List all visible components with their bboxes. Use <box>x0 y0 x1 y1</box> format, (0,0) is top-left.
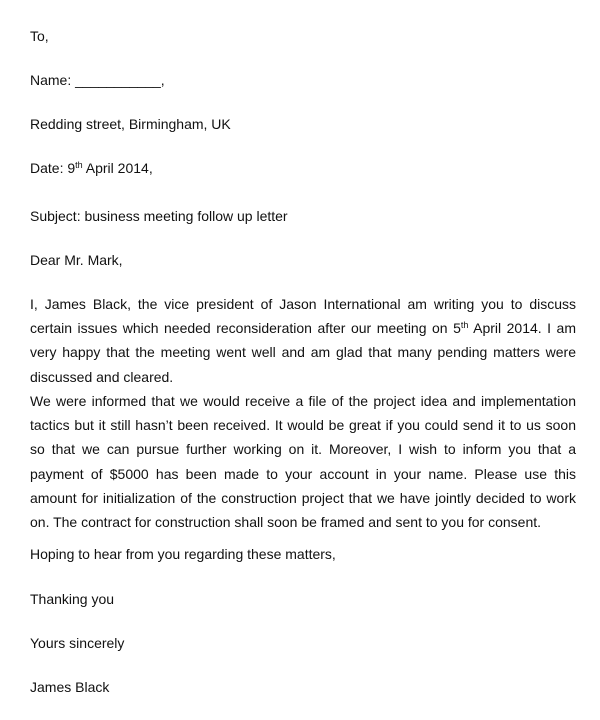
recipient-name-line <box>30 72 165 88</box>
paragraph-1-text-a: I, James Black, the vice president of Jason International am writing you to discuss certain issues which needed reconsideration after our meeting on 5 <box>30 296 576 337</box>
subject-line: Subject: business meeting follow up letter <box>30 208 288 224</box>
date-suffix: April 2014, <box>82 160 153 176</box>
closing-line: Yours sincerely <box>30 635 125 651</box>
paragraph-1-text-b: April 2014. I am very happy that the meeting went well and am glad that many pending matters were discussed and cleared. <box>30 320 577 385</box>
name-label: Name: <box>30 72 76 88</box>
name-comma: , <box>160 72 165 88</box>
date-prefix: Date: 9 <box>30 160 76 176</box>
signature: James Black <box>30 679 110 695</box>
name-blank: ___________ <box>75 72 161 88</box>
thanking-line: Thanking you <box>30 591 115 607</box>
address-line: Redding street, Birmingham, UK <box>30 116 231 132</box>
paragraph-1-ordinal: th <box>460 320 469 331</box>
hoping-line: Hoping to hear from you regarding these matters, <box>30 546 336 562</box>
date-line <box>30 160 153 176</box>
salutation: Dear Mr. Mark, <box>30 252 123 268</box>
date-ordinal: th <box>75 160 83 170</box>
body-paragraph-1 <box>30 292 576 389</box>
recipient-to-line: To, <box>30 28 49 44</box>
body-paragraph-2: We were informed that we would receive a file of the project idea and implementation tactics but it still hasn’t been received. It would be great if you could send it to us soon so that we can pursue further working on it. Moreover, I wish to inform you that a payment of $5000 has been made to your account in your name. Please use this amount for initialization of the construction project that we have jointly decided to work on. The contract for construction shall soon be framed and sent to you for consent. <box>30 393 576 531</box>
